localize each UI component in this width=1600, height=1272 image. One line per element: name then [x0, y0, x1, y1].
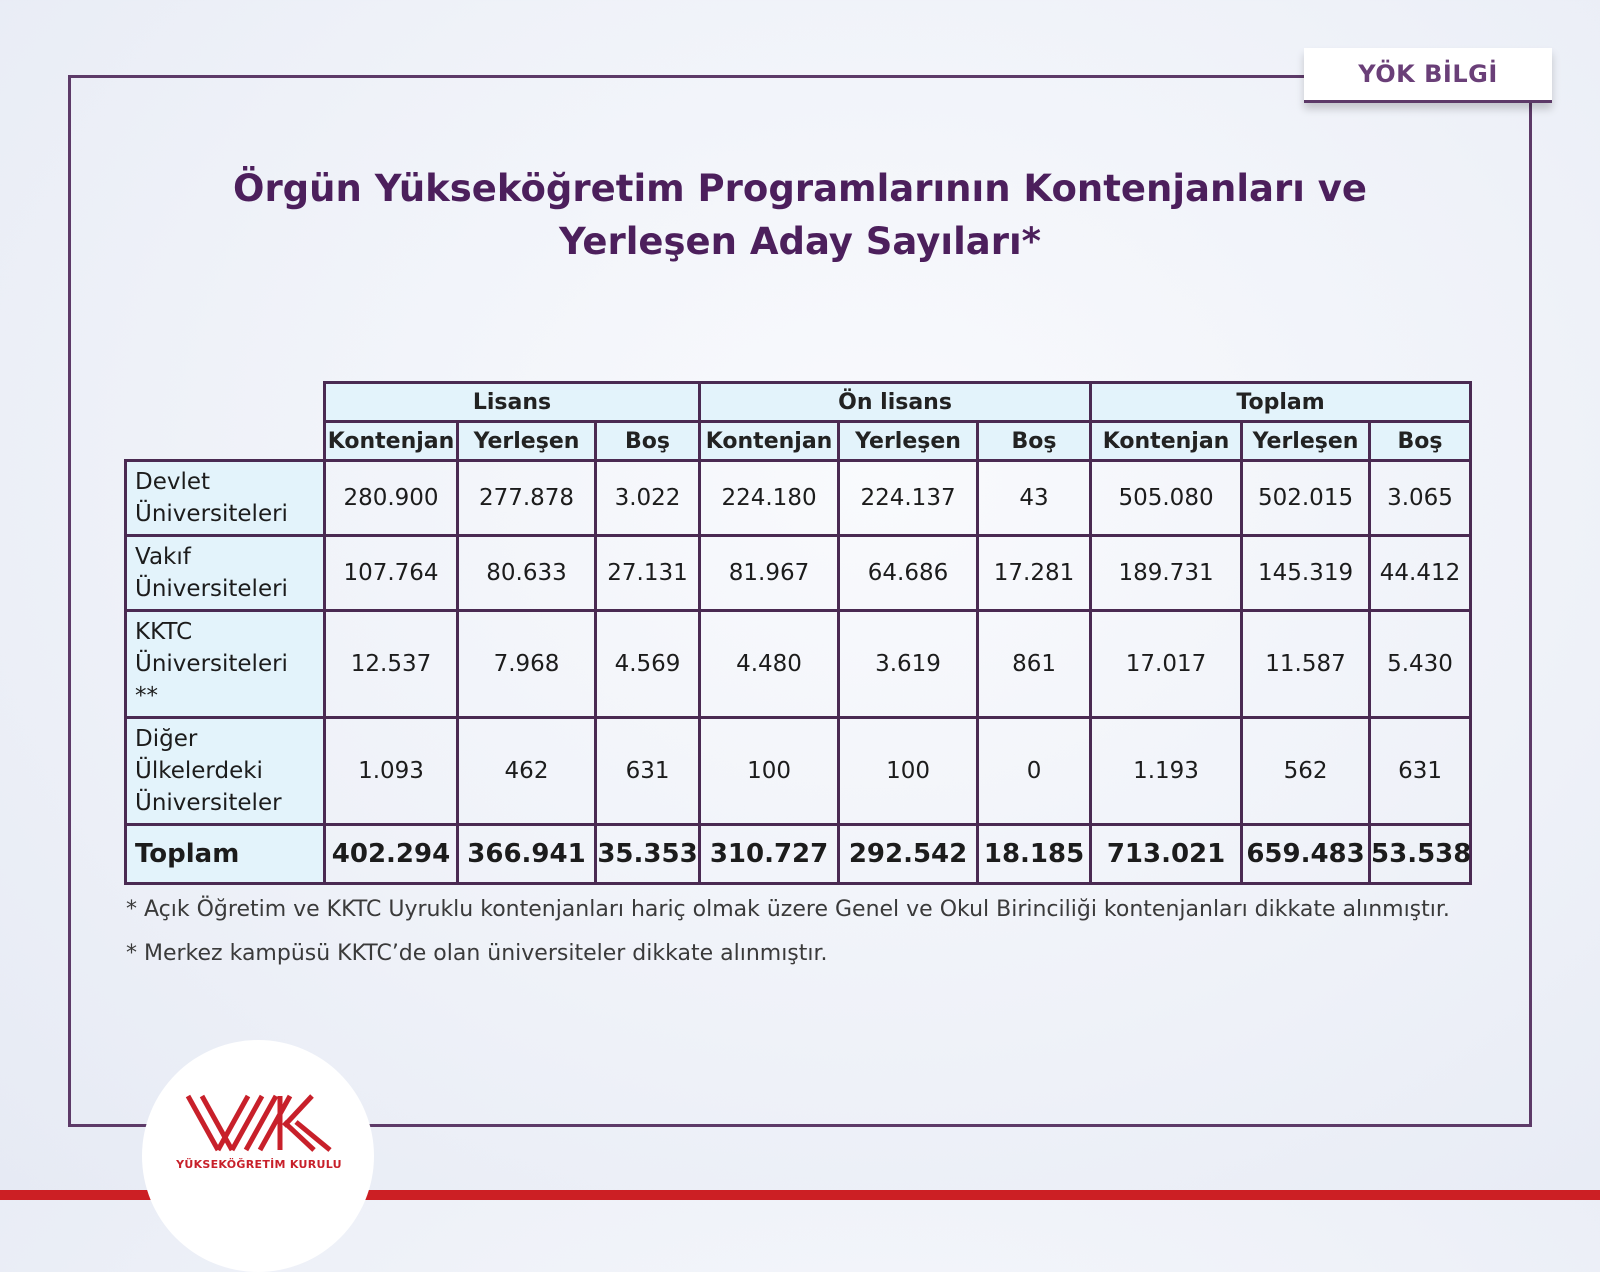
total-cell: 310.727: [700, 825, 839, 884]
footnote: * Açık Öğretim ve KKTC Uyruklu kontenjanları hariç olmak üzere Genel ve Okul Birinciliği kontenjanları dikkate alınmıştır.: [126, 897, 1450, 922]
table-cell: 5.430: [1370, 611, 1471, 718]
table-cell: 27.131: [596, 536, 700, 611]
title-line-2: Yerleşen Aday Sayıları*: [558, 220, 1041, 263]
footnote: * Merkez kampüsü KKTC’de olan üniversiteler dikkate alınmıştır.: [126, 941, 828, 966]
column-header: Boş: [1370, 422, 1471, 461]
total-row: [126, 825, 1471, 884]
total-cell: 35.353: [596, 825, 700, 884]
table-cell: 502.015: [1242, 461, 1370, 536]
row-label: Diğer Ülkelerdeki Üniversiteler: [126, 718, 325, 825]
table-cell: 11.587: [1242, 611, 1370, 718]
table-cell: 0: [978, 718, 1091, 825]
table-cell: 562: [1242, 718, 1370, 825]
logo-text: YÜKSEKÖĞRETİM KURULU: [176, 1158, 342, 1171]
table-cell: 3.022: [596, 461, 700, 536]
total-cell: 659.483: [1242, 825, 1370, 884]
total-cell: 18.185: [978, 825, 1091, 884]
table-cell: 1.193: [1091, 718, 1242, 825]
subheader-row: [126, 422, 1471, 461]
total-cell: 366.941: [458, 825, 596, 884]
table-cell: 189.731: [1091, 536, 1242, 611]
total-cell: 292.542: [839, 825, 978, 884]
table-cell: 100: [700, 718, 839, 825]
table-cell: 12.537: [325, 611, 458, 718]
table-row: [126, 461, 1471, 536]
corner-cell: [126, 383, 325, 422]
table-cell: 17.017: [1091, 611, 1242, 718]
footnotes: [126, 888, 1526, 976]
yok-logo-icon: [184, 1092, 334, 1152]
column-header: Yerleşen: [458, 422, 596, 461]
logo-badge: [142, 1040, 374, 1272]
table-cell: 277.878: [458, 461, 596, 536]
table-cell: 81.967: [700, 536, 839, 611]
table-cell: 505.080: [1091, 461, 1242, 536]
row-label: Vakıf Üniversiteleri: [126, 536, 325, 611]
table-cell: 4.569: [596, 611, 700, 718]
table-cell: 64.686: [839, 536, 978, 611]
table-cell: 43: [978, 461, 1091, 536]
column-header: Kontenjan: [1091, 422, 1242, 461]
page-title: [200, 162, 1400, 268]
group-header: Toplam: [1091, 383, 1471, 422]
title-line-1: Örgün Yükseköğretim Programlarının Kontenjanları ve: [232, 167, 1367, 210]
group-header-row: [126, 383, 1471, 422]
table-cell: 224.137: [839, 461, 978, 536]
row-label: KKTC Üniversiteleri **: [126, 611, 325, 718]
table-cell: 3.619: [839, 611, 978, 718]
table-cell: 80.633: [458, 536, 596, 611]
table-cell: 107.764: [325, 536, 458, 611]
column-header: Boş: [978, 422, 1091, 461]
column-header: Yerleşen: [839, 422, 978, 461]
yok-bilgi-badge: YÖK BİLGİ: [1304, 48, 1552, 103]
table-cell: 861: [978, 611, 1091, 718]
table-row: [126, 536, 1471, 611]
corner-cell: [126, 422, 325, 461]
table-cell: 631: [1370, 718, 1471, 825]
table-cell: 631: [596, 718, 700, 825]
table-cell: 4.480: [700, 611, 839, 718]
column-header: Kontenjan: [700, 422, 839, 461]
group-header: Lisans: [325, 383, 700, 422]
table-cell: 7.968: [458, 611, 596, 718]
table-row: [126, 611, 1471, 718]
table-row: [126, 718, 1471, 825]
column-header: Boş: [596, 422, 700, 461]
table-cell: 145.319: [1242, 536, 1370, 611]
total-cell: 713.021: [1091, 825, 1242, 884]
table-cell: 1.093: [325, 718, 458, 825]
group-header: Ön lisans: [700, 383, 1091, 422]
row-label: Devlet Üniversiteleri: [126, 461, 325, 536]
total-cell: 53.538: [1370, 825, 1471, 884]
total-label: Toplam: [126, 825, 325, 884]
quota-table: [124, 381, 1472, 885]
column-header: Yerleşen: [1242, 422, 1370, 461]
table-cell: 280.900: [325, 461, 458, 536]
table-cell: 44.412: [1370, 536, 1471, 611]
total-cell: 402.294: [325, 825, 458, 884]
table-cell: 100: [839, 718, 978, 825]
table-cell: 462: [458, 718, 596, 825]
table-cell: 224.180: [700, 461, 839, 536]
table-cell: 3.065: [1370, 461, 1471, 536]
column-header: Kontenjan: [325, 422, 458, 461]
table-cell: 17.281: [978, 536, 1091, 611]
